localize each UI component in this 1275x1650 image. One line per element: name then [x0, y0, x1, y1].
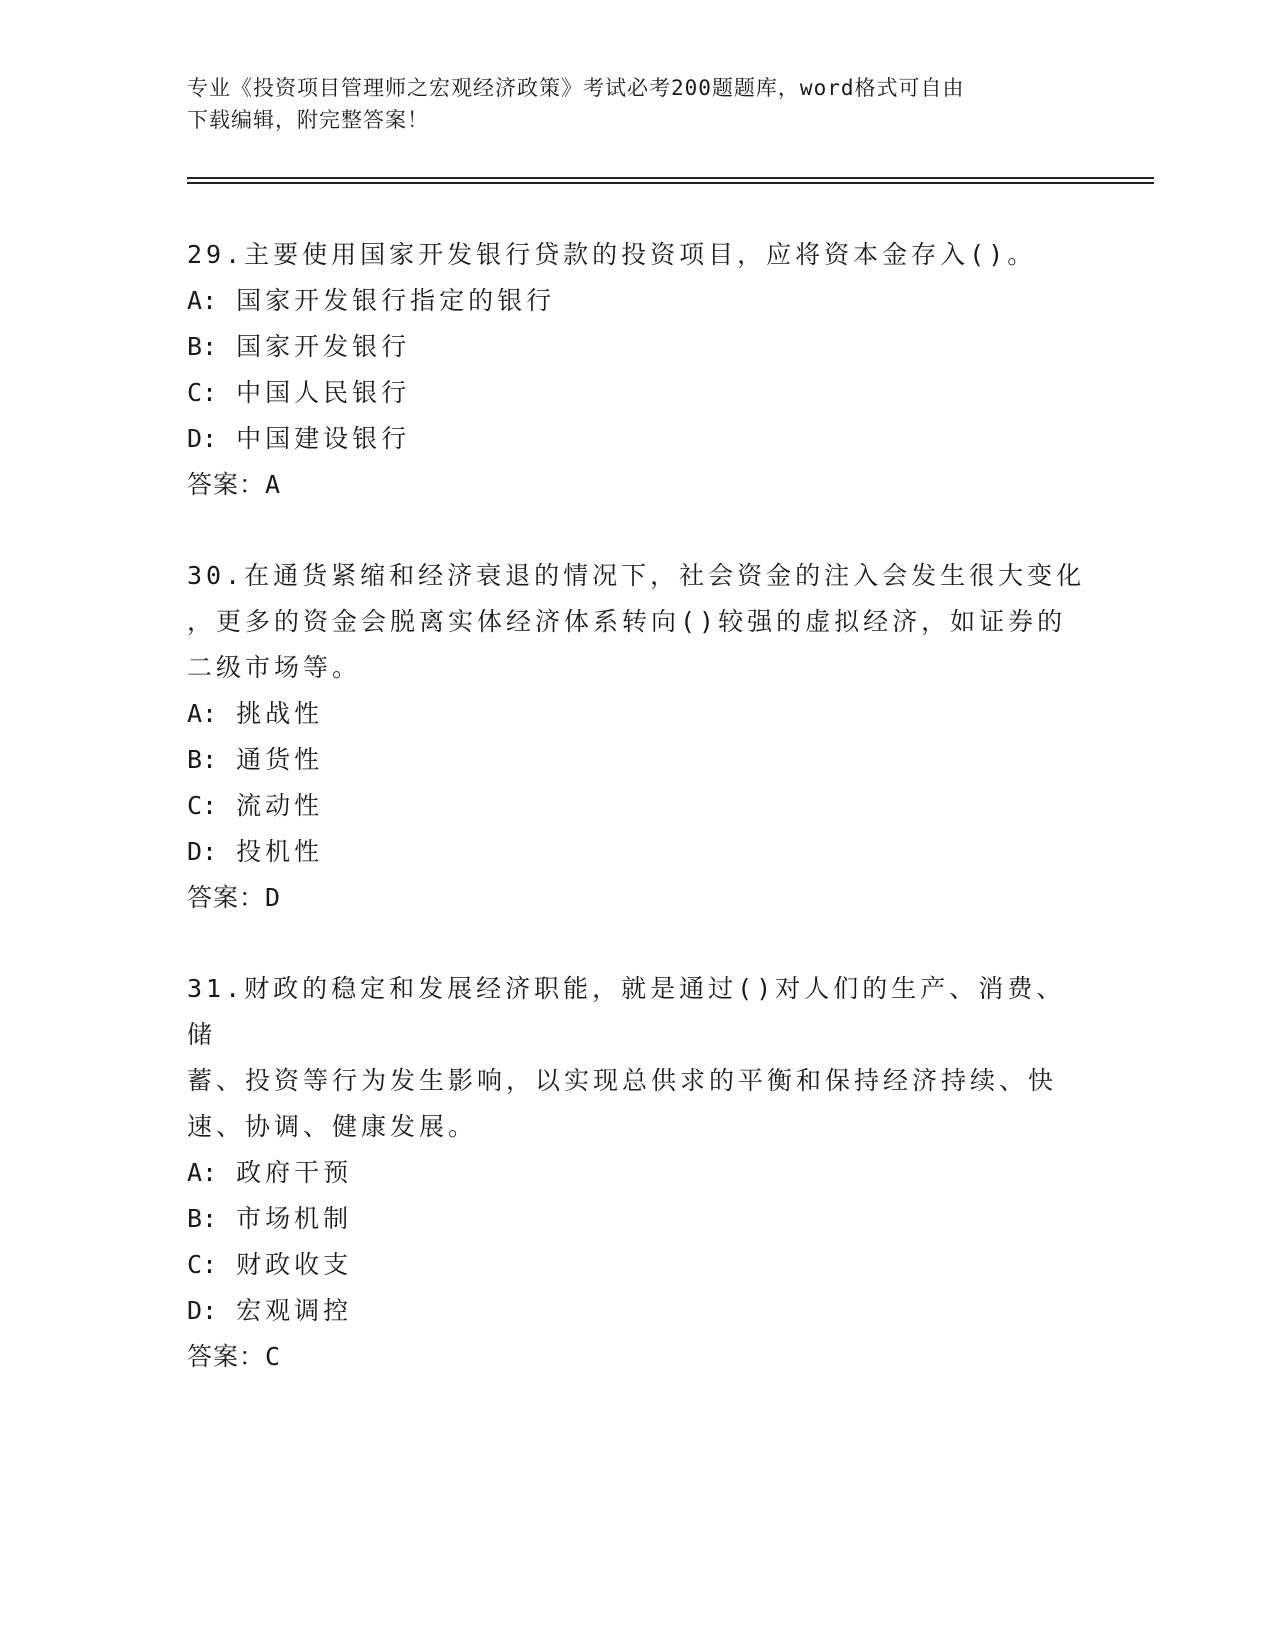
- option-text: 挑战性: [236, 699, 324, 728]
- option-text: 市场机制: [236, 1204, 353, 1233]
- option-letter: C:: [187, 1250, 218, 1279]
- option-text: 投机性: [236, 837, 324, 866]
- option-text: 中国建设银行: [236, 424, 411, 453]
- option-a: [187, 1150, 1087, 1196]
- option-b: [187, 324, 1087, 370]
- question-line: ，更多的资金会脱离实体经济体系转向()较强的虚拟经济，如证券的: [187, 607, 1067, 636]
- question-line: 速、协调、健康发展。: [187, 1112, 478, 1141]
- option-b: [187, 737, 1087, 783]
- option-letter: B:: [187, 745, 218, 774]
- answer: [187, 1334, 1087, 1380]
- question-line: 财政的稳定和发展经济职能，就是通过()对人们的生产、消费、储: [187, 974, 1066, 1049]
- question-line: 蓄、投资等行为发生影响，以实现总供求的平衡和保持经济持续、快: [187, 1066, 1058, 1095]
- answer: [187, 875, 1087, 921]
- answer-value: D: [265, 883, 282, 912]
- option-text: 政府干预: [236, 1158, 353, 1187]
- answer-value: A: [265, 470, 282, 499]
- question-text: [187, 553, 1087, 691]
- option-letter: D:: [187, 1296, 218, 1325]
- answer: [187, 462, 1087, 508]
- option-text: 流动性: [236, 791, 324, 820]
- header-line-2: 下载编辑，附完整答案！: [187, 108, 429, 132]
- option-a: [187, 691, 1087, 737]
- question-line: 主要使用国家开发银行贷款的投资项目，应将资本金存入()。: [244, 240, 1037, 269]
- question-31: [187, 966, 1087, 1380]
- document-header: [187, 72, 1077, 136]
- question-number: 31.: [187, 974, 245, 1003]
- option-b: [187, 1196, 1087, 1242]
- answer-label: 答案：: [187, 470, 266, 499]
- option-letter: A:: [187, 1158, 218, 1187]
- question-text: [187, 232, 1087, 278]
- option-d: [187, 1288, 1087, 1334]
- header-divider-top: [187, 177, 1154, 179]
- question-number: 29.: [187, 240, 245, 269]
- option-c: [187, 783, 1087, 829]
- question-30: [187, 553, 1087, 921]
- header-divider-bottom: [187, 182, 1154, 184]
- question-line: 二级市场等。: [187, 653, 362, 682]
- option-text: 中国人民银行: [236, 378, 411, 407]
- answer-label: 答案：: [187, 883, 266, 912]
- option-text: 财政收支: [236, 1250, 353, 1279]
- option-letter: D:: [187, 424, 218, 453]
- option-c: [187, 1242, 1087, 1288]
- option-letter: B:: [187, 332, 218, 361]
- option-letter: A:: [187, 699, 218, 728]
- option-text: 通货性: [236, 745, 324, 774]
- option-d: [187, 416, 1087, 462]
- question-text: [187, 966, 1087, 1150]
- option-d: [187, 829, 1087, 875]
- question-line: 在通货紧缩和经济衰退的情况下，社会资金的注入会发生很大变化: [244, 561, 1086, 590]
- option-text: 国家开发银行指定的银行: [236, 286, 556, 315]
- option-letter: C:: [187, 378, 218, 407]
- answer-value: C: [265, 1342, 282, 1371]
- question-number: 30.: [187, 561, 245, 590]
- option-c: [187, 370, 1087, 416]
- option-text: 宏观调控: [236, 1296, 353, 1325]
- option-letter: C:: [187, 791, 218, 820]
- question-list: [187, 232, 1087, 1425]
- option-a: [187, 278, 1087, 324]
- option-text: 国家开发银行: [236, 332, 411, 361]
- option-letter: A:: [187, 286, 218, 315]
- header-line-1: 专业《投资项目管理师之宏观经济政策》考试必考200题题库，word格式可自由: [187, 76, 965, 100]
- answer-label: 答案：: [187, 1342, 266, 1371]
- option-letter: D:: [187, 837, 218, 866]
- option-letter: B:: [187, 1204, 218, 1233]
- question-29: [187, 232, 1087, 508]
